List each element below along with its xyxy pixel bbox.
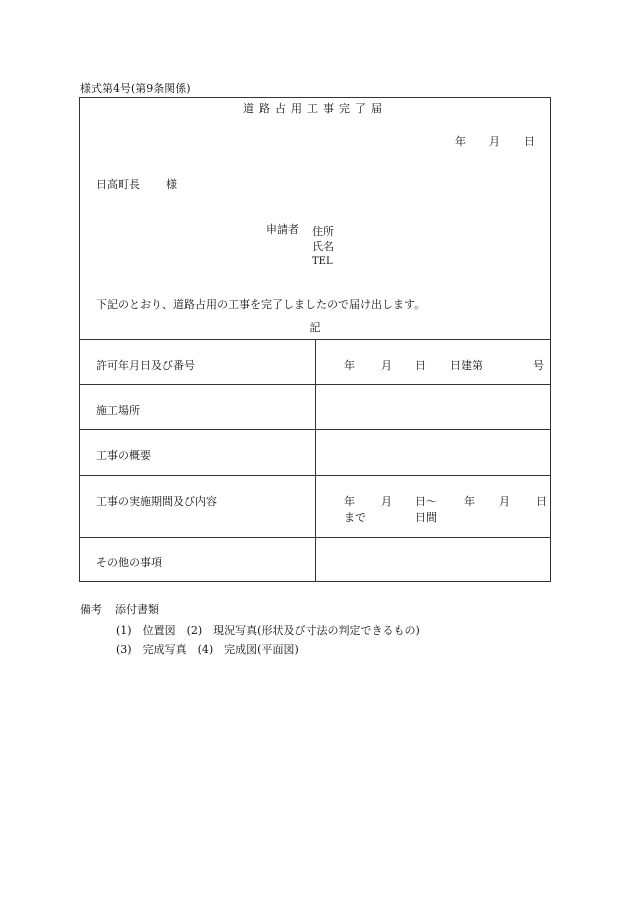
date-month[interactable]: 月	[489, 135, 500, 148]
applicant-tel-field[interactable]: TEL	[312, 256, 333, 267]
attachments-heading: 添付書類	[115, 603, 159, 616]
row-label-location: 施工場所	[96, 404, 140, 417]
overview-cell[interactable]	[316, 430, 550, 475]
other-cell[interactable]	[316, 538, 550, 581]
date-year[interactable]: 年	[455, 135, 466, 148]
applicant-name-field[interactable]: 氏名	[312, 240, 334, 253]
row-label-overview: 工事の概要	[96, 449, 151, 462]
applicant-label: 申請者	[266, 223, 299, 236]
attachment-line: (1) 位置図 (2) 現況写真(形状及び寸法の判定できるもの)	[116, 624, 420, 637]
addressee-name: 日高町長	[96, 178, 140, 191]
remarks	[80, 604, 159, 615]
date-day[interactable]: 日	[524, 135, 535, 148]
row-label-other: その他の事項	[96, 556, 162, 569]
location-cell[interactable]	[316, 385, 550, 429]
row-label-period: 工事の実施期間及び内容	[96, 495, 217, 508]
document-title: 道路占用工事完了届	[243, 102, 387, 115]
remarks-label: 備考	[80, 603, 102, 616]
form-number-label: 様式第4号(第9条関係)	[80, 82, 191, 95]
addressee	[96, 179, 177, 190]
addressee-honorific: 様	[166, 178, 177, 191]
statement-text: 下記のとおり、道路占用の工事を完了しましたので届け出します。	[96, 298, 426, 311]
attachment-line: (3) 完成写真 (4) 完成図(平面図)	[116, 643, 299, 656]
applicant-address-field[interactable]: 住所	[312, 225, 334, 238]
ki-heading: 記	[309, 321, 321, 334]
applicant-fields	[312, 224, 334, 269]
row-label-permit: 許可年月日及び番号	[96, 359, 195, 372]
